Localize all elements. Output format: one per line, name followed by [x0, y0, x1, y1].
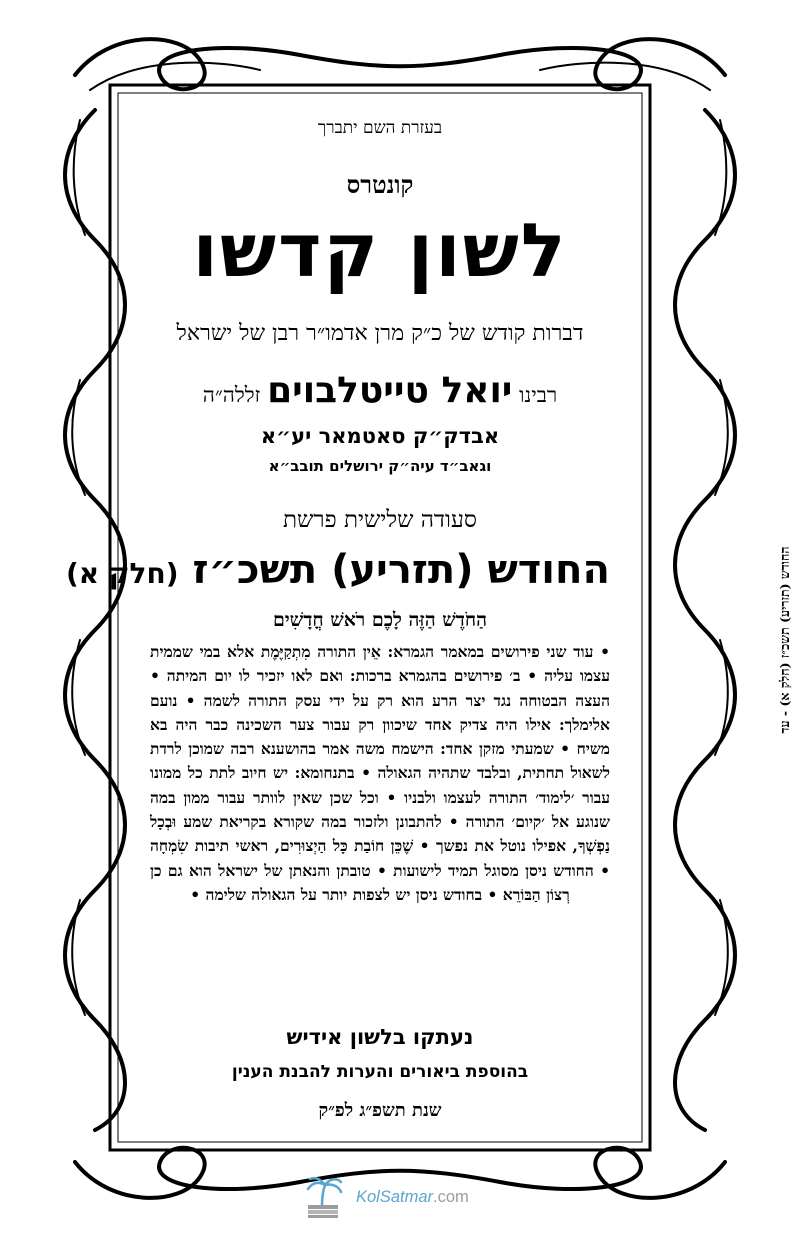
seuda-line: סעודה שלישית פרשת [283, 507, 477, 533]
rebbe-prefix: רבינו [519, 383, 558, 407]
translated-line: נעתקו בלשון אידיש [286, 1025, 474, 1049]
rebbe-line [150, 370, 610, 411]
parsha-line [66, 547, 610, 593]
palm-tree-books-icon [300, 1175, 348, 1219]
kolsatmar-logo[interactable] [300, 1172, 520, 1222]
year-line: שנת תשפ״ג לפ״ק [318, 1100, 442, 1121]
topics-paragraph: • עוד שני פירושים במאמר הגמרא: אֵין התורה מִתְקַיֶּמֶת אלא במי שממית עצמו עליה • ב׳ פירושים בהגמרא ברכות: ואם לאו יזכיר לו יום המיתה • העצה הבטוחה נגד יצר הרע הוא רק על ידי עסק התורה לשמה • נועם אלימלך: אילו היה צדיק אחד שיכוון רק עבור צער השכינה כבר היה בא משיח • שמעתי מזקן אחד: הישמח משה אמר בהושענא רבה שמוכן לרדת לשאול תחתית, ובלבד שתהיה הגאולה • בתנחומא: יש חיוב לתת כל ממונו עבור ׳לימוד׳ התורה לעצמו ולבניו • וכל שכן שאין לוותר עבור ממון במה שנוגע אל ׳קיום׳ התורה • להתבונן ולזכור במה שקורא בקריאת שמע וּבְכָל נַפְשְׁךָ, אפילו נוטל את נפשך • שֶׁכֵּן חוֹבַת כָּל הַיְצוּרִים, ראשי תיבות שִׂמְחָה • החודש ניסן מסוגל תמיד לישועות • טובתן והנאתן של ישראל הוא גם כן רְצוֹן הַבּוֹרֵא • בחודש ניסן יש לצפות יותר על הגאולה שלימה • [150, 642, 610, 904]
page-title: לשון קדשו [192, 208, 568, 294]
pasuk-line: הַחֹדֶשׁ הַזֶּה לָכֶם רֹאשׁ חֳדָשִׁים [272, 609, 488, 631]
vgaavd-line: וגאב״ד עיה״ק ירושלים תובב״א [268, 457, 492, 475]
parsha-main: החודש (תזריע) תשכ״ז [192, 547, 610, 593]
words-line: דברות קודש של כ״ק מרן אדמו״ר רבן של ישראל [176, 321, 584, 346]
additions-line: בהוספת ביאורים והערות להבנת הענין [231, 1062, 529, 1082]
rebbe-suffix: זללה״ה [202, 383, 261, 407]
booklet-label: קונטרס [346, 170, 414, 199]
logo-domain: .com [433, 1187, 469, 1206]
blessing-text: בעזרת השם יתברך [317, 118, 443, 138]
spine-text: החודש (תזריע) תשכ״ז (חלק א) - עד [777, 546, 792, 734]
logo-text [356, 1188, 469, 1207]
avdak-line: אבדק״ק סאטמאר יע״א [260, 424, 500, 448]
logo-brand: KolSatmar [356, 1187, 434, 1206]
parsha-part: (חלק א) [66, 557, 179, 590]
rebbe-name: יואל טייטלבוים [267, 370, 513, 411]
